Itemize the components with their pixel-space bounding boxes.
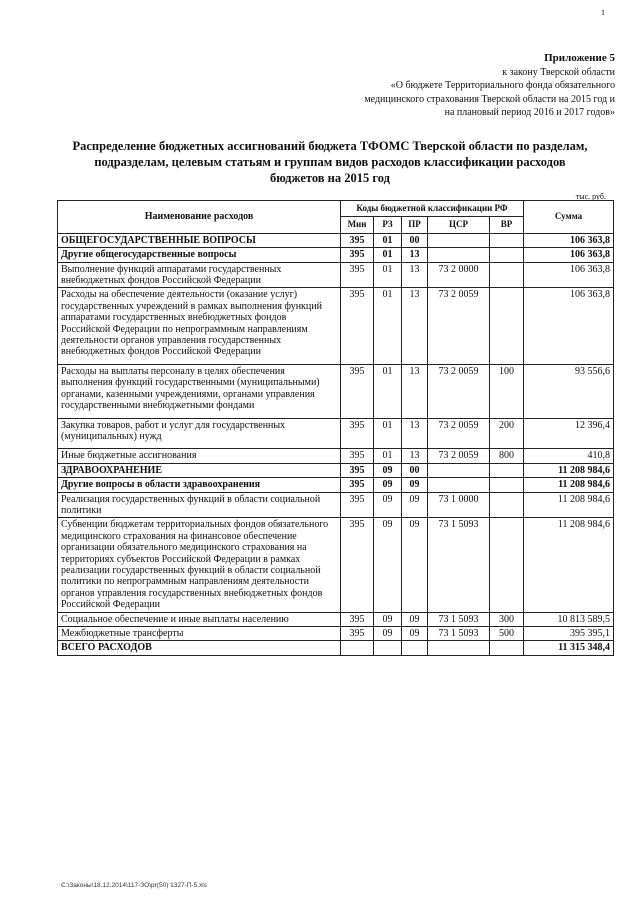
row-pr: 00 bbox=[402, 463, 428, 477]
row-csr: 73 2 0059 bbox=[428, 449, 490, 463]
row-min: 395 bbox=[341, 262, 374, 288]
table-row bbox=[58, 518, 614, 612]
header-codes-group: Коды бюджетной классификации РФ bbox=[341, 201, 524, 217]
table-row bbox=[58, 478, 614, 492]
row-sum: 106 363,8 bbox=[524, 288, 614, 364]
table-row bbox=[58, 492, 614, 518]
row-min: 395 bbox=[341, 248, 374, 262]
annex-line: к закону Тверской области bbox=[502, 66, 615, 78]
row-min: 395 bbox=[341, 612, 374, 626]
row-csr bbox=[428, 478, 490, 492]
table-row bbox=[58, 262, 614, 288]
title-line: подразделам, целевым статьям и группам видов расходов классификации расходов bbox=[94, 155, 566, 169]
row-name: Другие общегосударственные вопросы bbox=[58, 248, 341, 262]
row-pr: 13 bbox=[402, 248, 428, 262]
row-csr: 73 1 5093 bbox=[428, 518, 490, 612]
annex-line: медицинского страхования Тверской области на 2015 год и bbox=[364, 93, 615, 105]
row-pr: 09 bbox=[402, 518, 428, 612]
row-name: Закупка товаров, работ и услуг для государственных (муниципальных) нужд bbox=[58, 418, 341, 449]
table-row bbox=[58, 364, 614, 418]
table-row bbox=[58, 627, 614, 641]
table-row bbox=[58, 248, 614, 262]
row-sum: 11 208 984,6 bbox=[524, 492, 614, 518]
footer-file-path: C:\Законы\18.12.2014\117-ЗО\pr(50) 1327-П-5.xls bbox=[61, 882, 207, 889]
annex-line: «О бюджете Территориального фонда обязательного bbox=[390, 80, 615, 91]
document-title bbox=[40, 138, 620, 186]
row-name: Реализация государственных функций в области социальной политики bbox=[58, 492, 341, 518]
row-rz: 01 bbox=[374, 248, 402, 262]
row-vr: 500 bbox=[490, 627, 524, 641]
annex-header bbox=[364, 52, 615, 120]
row-sum: 11 208 984,6 bbox=[524, 478, 614, 492]
row-rz: 01 bbox=[374, 418, 402, 449]
page-number: 1 bbox=[601, 8, 605, 17]
row-rz: 09 bbox=[374, 518, 402, 612]
table-row bbox=[58, 449, 614, 463]
total-sum: 11 315 348,4 bbox=[524, 641, 614, 655]
row-vr bbox=[490, 233, 524, 247]
row-rz: 09 bbox=[374, 463, 402, 477]
row-rz: 01 bbox=[374, 233, 402, 247]
row-min: 395 bbox=[341, 288, 374, 364]
row-name: Расходы на обеспечение деятельности (оказание услуг) государственных учреждений в рамках выполнения функций аппаратами государственных внебюджетных фондов Российской Федерации по непрограммным направлениям деятельности органов управления государственных внебюджетных фондов Российской Федерации bbox=[58, 288, 341, 364]
row-csr bbox=[428, 248, 490, 262]
row-name: Межбюджетные трансферты bbox=[58, 627, 341, 641]
header-rz: РЗ bbox=[374, 217, 402, 233]
row-csr: 73 1 5093 bbox=[428, 627, 490, 641]
table-row bbox=[58, 463, 614, 477]
row-rz: 09 bbox=[374, 627, 402, 641]
units-label: тыс. руб. bbox=[575, 192, 606, 201]
table-row bbox=[58, 612, 614, 626]
table-row bbox=[58, 418, 614, 449]
header-pr: ПР bbox=[402, 217, 428, 233]
row-vr bbox=[490, 248, 524, 262]
row-vr: 200 bbox=[490, 418, 524, 449]
row-pr: 13 bbox=[402, 288, 428, 364]
row-pr: 13 bbox=[402, 262, 428, 288]
annex-line: на плановый период 2016 и 2017 годов» bbox=[444, 107, 615, 118]
total-label: ВСЕГО РАСХОДОВ bbox=[58, 641, 341, 655]
row-pr: 13 bbox=[402, 364, 428, 418]
header-min: Мин bbox=[341, 217, 374, 233]
row-sum: 12 396,4 bbox=[524, 418, 614, 449]
row-sum: 106 363,8 bbox=[524, 248, 614, 262]
row-name: Социальное обеспечение и иные выплаты населению bbox=[58, 612, 341, 626]
row-sum: 410,8 bbox=[524, 449, 614, 463]
row-name: Другие вопросы в области здравоохранения bbox=[58, 478, 341, 492]
row-pr: 13 bbox=[402, 418, 428, 449]
row-min: 395 bbox=[341, 627, 374, 641]
row-sum: 395 395,1 bbox=[524, 627, 614, 641]
row-sum: 93 556,6 bbox=[524, 364, 614, 418]
header-name: Наименование расходов bbox=[58, 201, 341, 234]
row-rz: 09 bbox=[374, 492, 402, 518]
header-sum: Сумма bbox=[524, 201, 614, 234]
row-csr: 73 1 0000 bbox=[428, 492, 490, 518]
row-min: 395 bbox=[341, 492, 374, 518]
row-rz: 01 bbox=[374, 449, 402, 463]
row-csr: 73 2 0059 bbox=[428, 418, 490, 449]
title-line: бюджетов на 2015 год bbox=[270, 171, 390, 185]
row-csr: 73 1 5093 bbox=[428, 612, 490, 626]
row-name: Выполнение функций аппаратами государственных внебюджетных фондов Российской Федерации bbox=[58, 262, 341, 288]
row-csr: 73 2 0000 bbox=[428, 262, 490, 288]
row-rz: 09 bbox=[374, 612, 402, 626]
row-csr bbox=[428, 233, 490, 247]
row-pr: 09 bbox=[402, 492, 428, 518]
row-name: ОБЩЕГОСУДАРСТВЕННЫЕ ВОПРОСЫ bbox=[58, 233, 341, 247]
row-name: Расходы на выплаты персоналу в целях обеспечения выполнения функций государственными (муниципальными) органами, казенными учреждениями, органами управления государственными внебюджетными фондами bbox=[58, 364, 341, 418]
row-pr: 09 bbox=[402, 612, 428, 626]
header-vr: ВР bbox=[490, 217, 524, 233]
row-pr: 00 bbox=[402, 233, 428, 247]
row-csr bbox=[428, 463, 490, 477]
row-vr: 300 bbox=[490, 612, 524, 626]
row-vr bbox=[490, 262, 524, 288]
table-row bbox=[58, 288, 614, 364]
row-pr: 13 bbox=[402, 449, 428, 463]
row-min: 395 bbox=[341, 478, 374, 492]
row-pr: 09 bbox=[402, 627, 428, 641]
row-pr: 09 bbox=[402, 478, 428, 492]
row-sum: 106 363,8 bbox=[524, 262, 614, 288]
row-vr bbox=[490, 478, 524, 492]
row-name: Иные бюджетные ассигнования bbox=[58, 449, 341, 463]
row-sum: 11 208 984,6 bbox=[524, 463, 614, 477]
row-vr: 100 bbox=[490, 364, 524, 418]
row-min: 395 bbox=[341, 518, 374, 612]
row-sum: 106 363,8 bbox=[524, 233, 614, 247]
row-csr: 73 2 0059 bbox=[428, 364, 490, 418]
row-vr bbox=[490, 463, 524, 477]
total-row bbox=[58, 641, 614, 655]
row-vr bbox=[490, 288, 524, 364]
table-row bbox=[58, 233, 614, 247]
row-min: 395 bbox=[341, 463, 374, 477]
row-rz: 01 bbox=[374, 262, 402, 288]
budget-table bbox=[57, 200, 614, 656]
row-min: 395 bbox=[341, 364, 374, 418]
row-sum: 11 208 984,6 bbox=[524, 518, 614, 612]
row-sum: 10 813 589,5 bbox=[524, 612, 614, 626]
title-line: Распределение бюджетных ассигнований бюджета ТФОМС Тверской области по разделам, bbox=[72, 139, 588, 153]
row-rz: 09 bbox=[374, 478, 402, 492]
header-csr: ЦСР bbox=[428, 217, 490, 233]
row-name: Субвенции бюджетам территориальных фондов обязательного медицинского страхования на финансовое обеспечение организации обязательного медицинского страхования на территориях субъектов Российской Федерации в рамках реализации государственных функций в области социальной политики по непрограммным направлениям деятельности органов управления государственных внебюджетных фондов Российской Федерации bbox=[58, 518, 341, 612]
row-min: 395 bbox=[341, 233, 374, 247]
row-vr bbox=[490, 518, 524, 612]
row-csr: 73 2 0059 bbox=[428, 288, 490, 364]
row-vr: 800 bbox=[490, 449, 524, 463]
row-rz: 01 bbox=[374, 364, 402, 418]
row-name: ЗДРАВООХРАНЕНИЕ bbox=[58, 463, 341, 477]
row-min: 395 bbox=[341, 449, 374, 463]
row-rz: 01 bbox=[374, 288, 402, 364]
annex-title: Приложение 5 bbox=[544, 52, 615, 64]
row-vr bbox=[490, 492, 524, 518]
row-min: 395 bbox=[341, 418, 374, 449]
